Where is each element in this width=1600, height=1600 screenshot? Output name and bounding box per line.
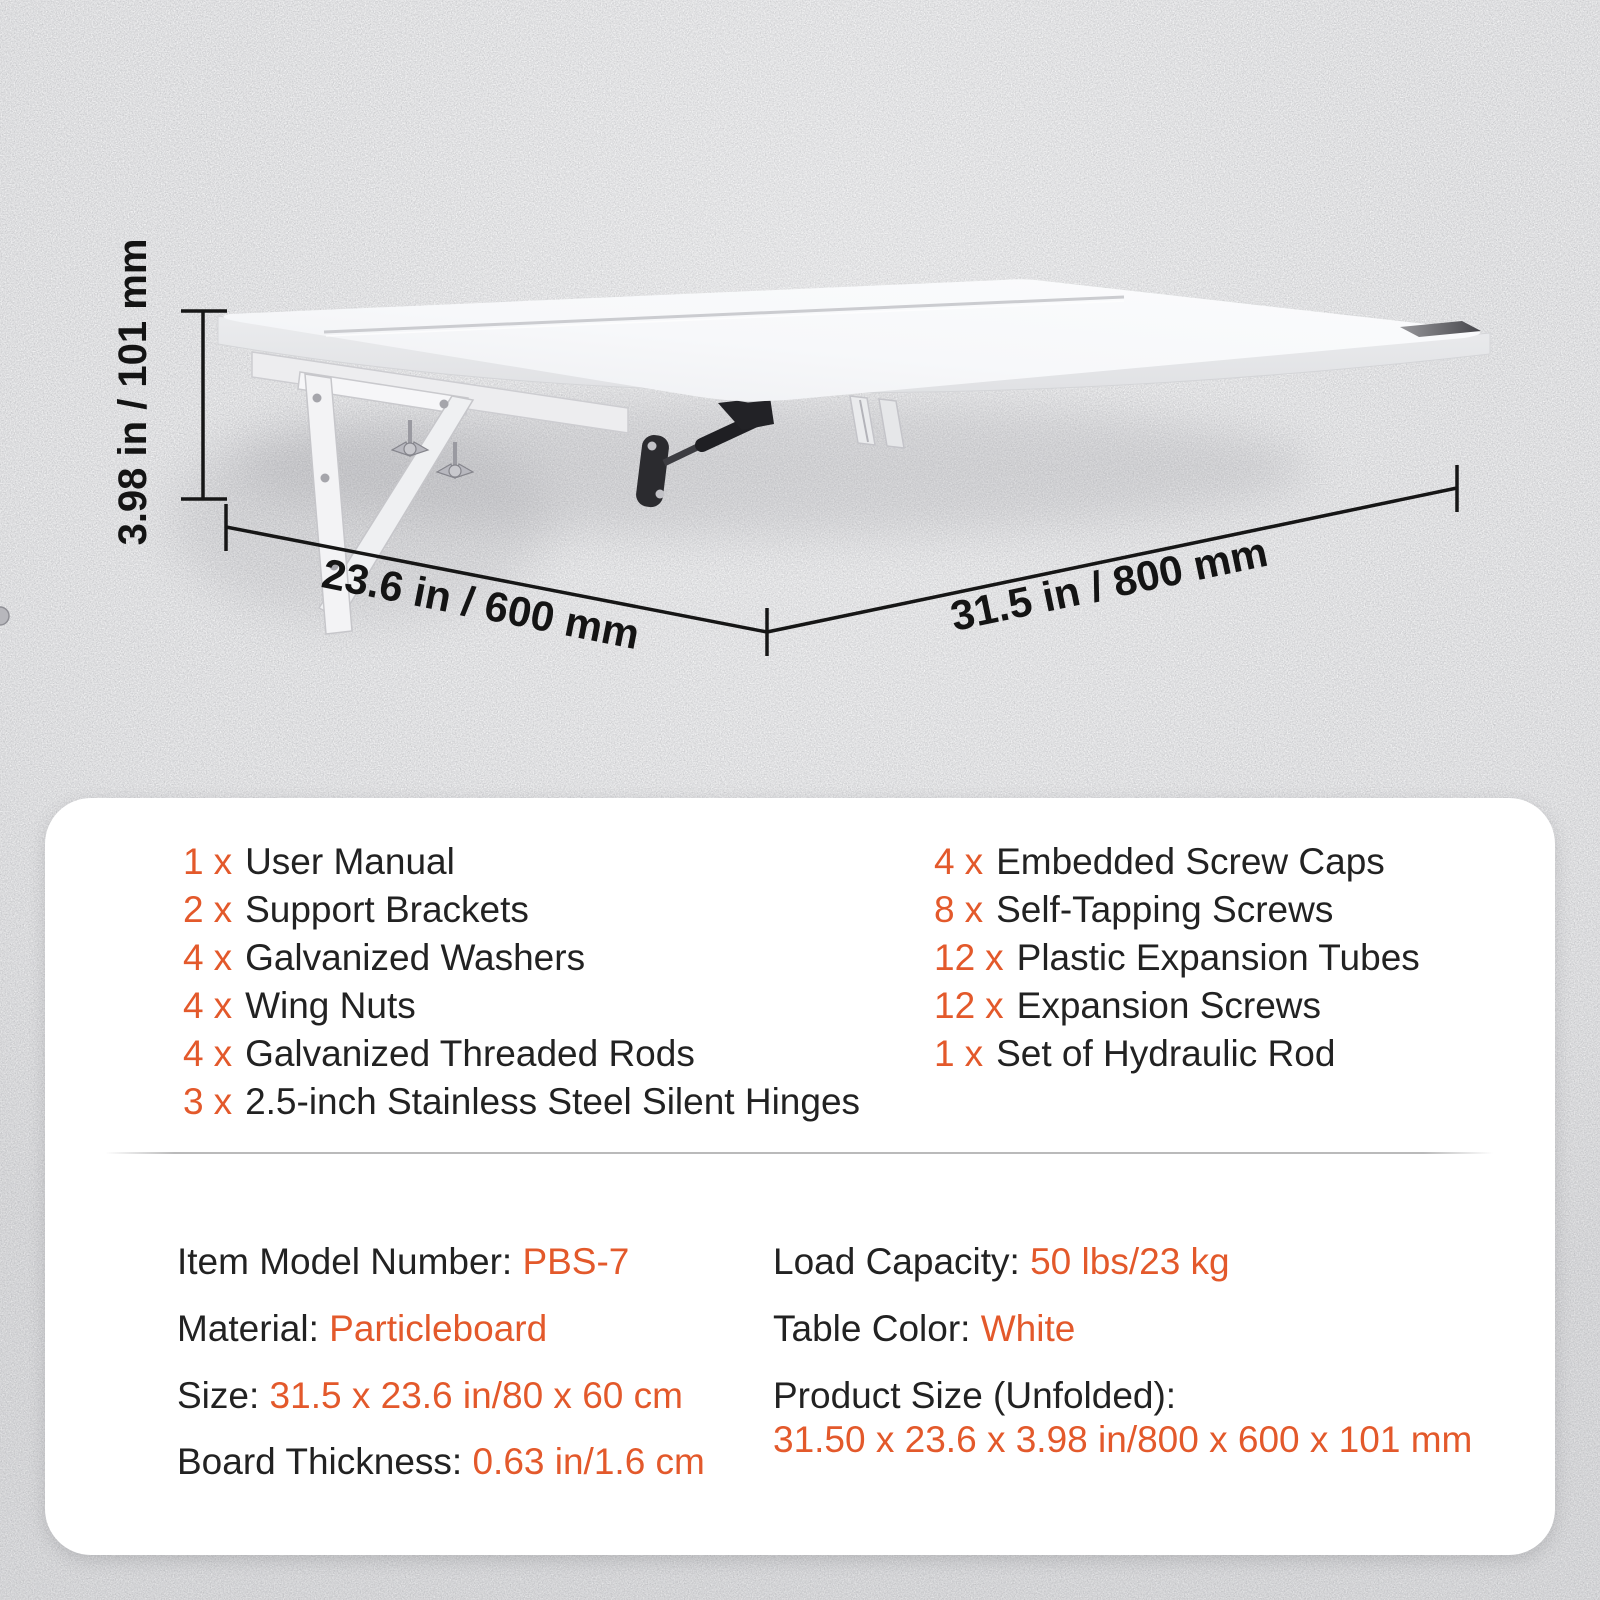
spec-value: PBS-7 xyxy=(522,1241,630,1282)
item-label: Set of Hydraulic Rod xyxy=(996,1033,1336,1074)
depth-dimension-label: 23.6 in / 600 mm xyxy=(318,549,644,659)
spec-value: White xyxy=(980,1308,1076,1349)
item-label: Support Brackets xyxy=(245,889,529,930)
spec-label: Board Thickness: xyxy=(177,1441,463,1482)
spec-board-thickness xyxy=(177,1440,705,1484)
item-quantity: 1 xyxy=(934,1033,955,1074)
height-dimension-label: 3.98 in / 101 mm xyxy=(111,238,155,546)
times-symbol: x xyxy=(964,841,984,882)
list-item xyxy=(183,838,860,886)
times-symbol: x xyxy=(213,841,233,882)
list-item xyxy=(934,838,1420,886)
item-quantity: 1 xyxy=(183,841,204,882)
times-symbol: x xyxy=(985,985,1004,1026)
spec-label: Product Size (Unfolded): xyxy=(773,1375,1177,1416)
times-symbol: x xyxy=(213,985,233,1026)
spec-label: Item Model Number: xyxy=(177,1241,513,1282)
list-item xyxy=(934,886,1420,934)
times-symbol: x xyxy=(213,1033,233,1074)
spec-value: 50 lbs/23 kg xyxy=(1030,1241,1230,1282)
item-label: Embedded Screw Caps xyxy=(996,841,1385,882)
spec-label: Table Color: xyxy=(773,1308,971,1349)
spec-load-capacity xyxy=(773,1240,1230,1284)
spec-material xyxy=(177,1307,547,1351)
list-item xyxy=(183,934,860,982)
package-contents-left xyxy=(183,838,860,1126)
item-label: Plastic Expansion Tubes xyxy=(1016,937,1420,978)
item-quantity: 12 xyxy=(934,985,976,1026)
item-label: Galvanized Threaded Rods xyxy=(245,1033,695,1074)
item-label: Self-Tapping Screws xyxy=(996,889,1334,930)
width-dimension-label: 31.5 in / 800 mm xyxy=(946,527,1272,640)
spec-item-model-number xyxy=(177,1240,629,1284)
list-item xyxy=(183,982,860,1030)
spec-table-color xyxy=(773,1307,1075,1351)
list-item xyxy=(934,982,1420,1030)
item-quantity: 4 xyxy=(183,1033,204,1074)
list-item xyxy=(183,886,860,934)
spec-value: 31.5 x 23.6 in/80 x 60 cm xyxy=(269,1375,683,1416)
item-quantity: 2 xyxy=(183,889,204,930)
card-section-divider xyxy=(105,1152,1493,1154)
times-symbol: x xyxy=(964,1033,984,1074)
times-symbol: x xyxy=(964,889,984,930)
list-item xyxy=(183,1030,860,1078)
item-label: Wing Nuts xyxy=(245,985,416,1026)
times-symbol: x xyxy=(985,937,1004,978)
item-quantity: 4 xyxy=(183,937,204,978)
list-item xyxy=(183,1078,860,1126)
times-symbol: x xyxy=(213,889,233,930)
spec-value: Particleboard xyxy=(329,1308,548,1349)
folding-table-figure xyxy=(0,0,1600,790)
times-symbol: x xyxy=(213,1081,233,1122)
item-quantity: 4 xyxy=(934,841,955,882)
times-symbol: x xyxy=(213,937,233,978)
item-quantity: 4 xyxy=(183,985,204,1026)
bracket-pivot-pin xyxy=(0,607,9,625)
spec-value: 31.50 x 23.6 x 3.98 in/800 x 600 x 101 mm xyxy=(773,1419,1473,1460)
item-quantity: 12 xyxy=(934,937,976,978)
item-quantity: 8 xyxy=(934,889,955,930)
item-label: Expansion Screws xyxy=(1016,985,1322,1026)
item-quantity: 3 xyxy=(183,1081,204,1122)
package-contents-right xyxy=(934,838,1420,1078)
spec-label: Load Capacity: xyxy=(773,1241,1020,1282)
spec-value: 0.63 in/1.6 cm xyxy=(472,1441,705,1482)
item-label: User Manual xyxy=(245,841,455,882)
spec-label: Material: xyxy=(177,1308,319,1349)
list-item xyxy=(934,1030,1420,1078)
spec-product-size-unfolded xyxy=(773,1374,1472,1462)
spec-label: Size: xyxy=(177,1375,260,1416)
spec-size xyxy=(177,1374,683,1418)
list-item xyxy=(934,934,1420,982)
item-label: Galvanized Washers xyxy=(245,937,586,978)
item-label: 2.5-inch Stainless Steel Silent Hinges xyxy=(245,1081,861,1122)
